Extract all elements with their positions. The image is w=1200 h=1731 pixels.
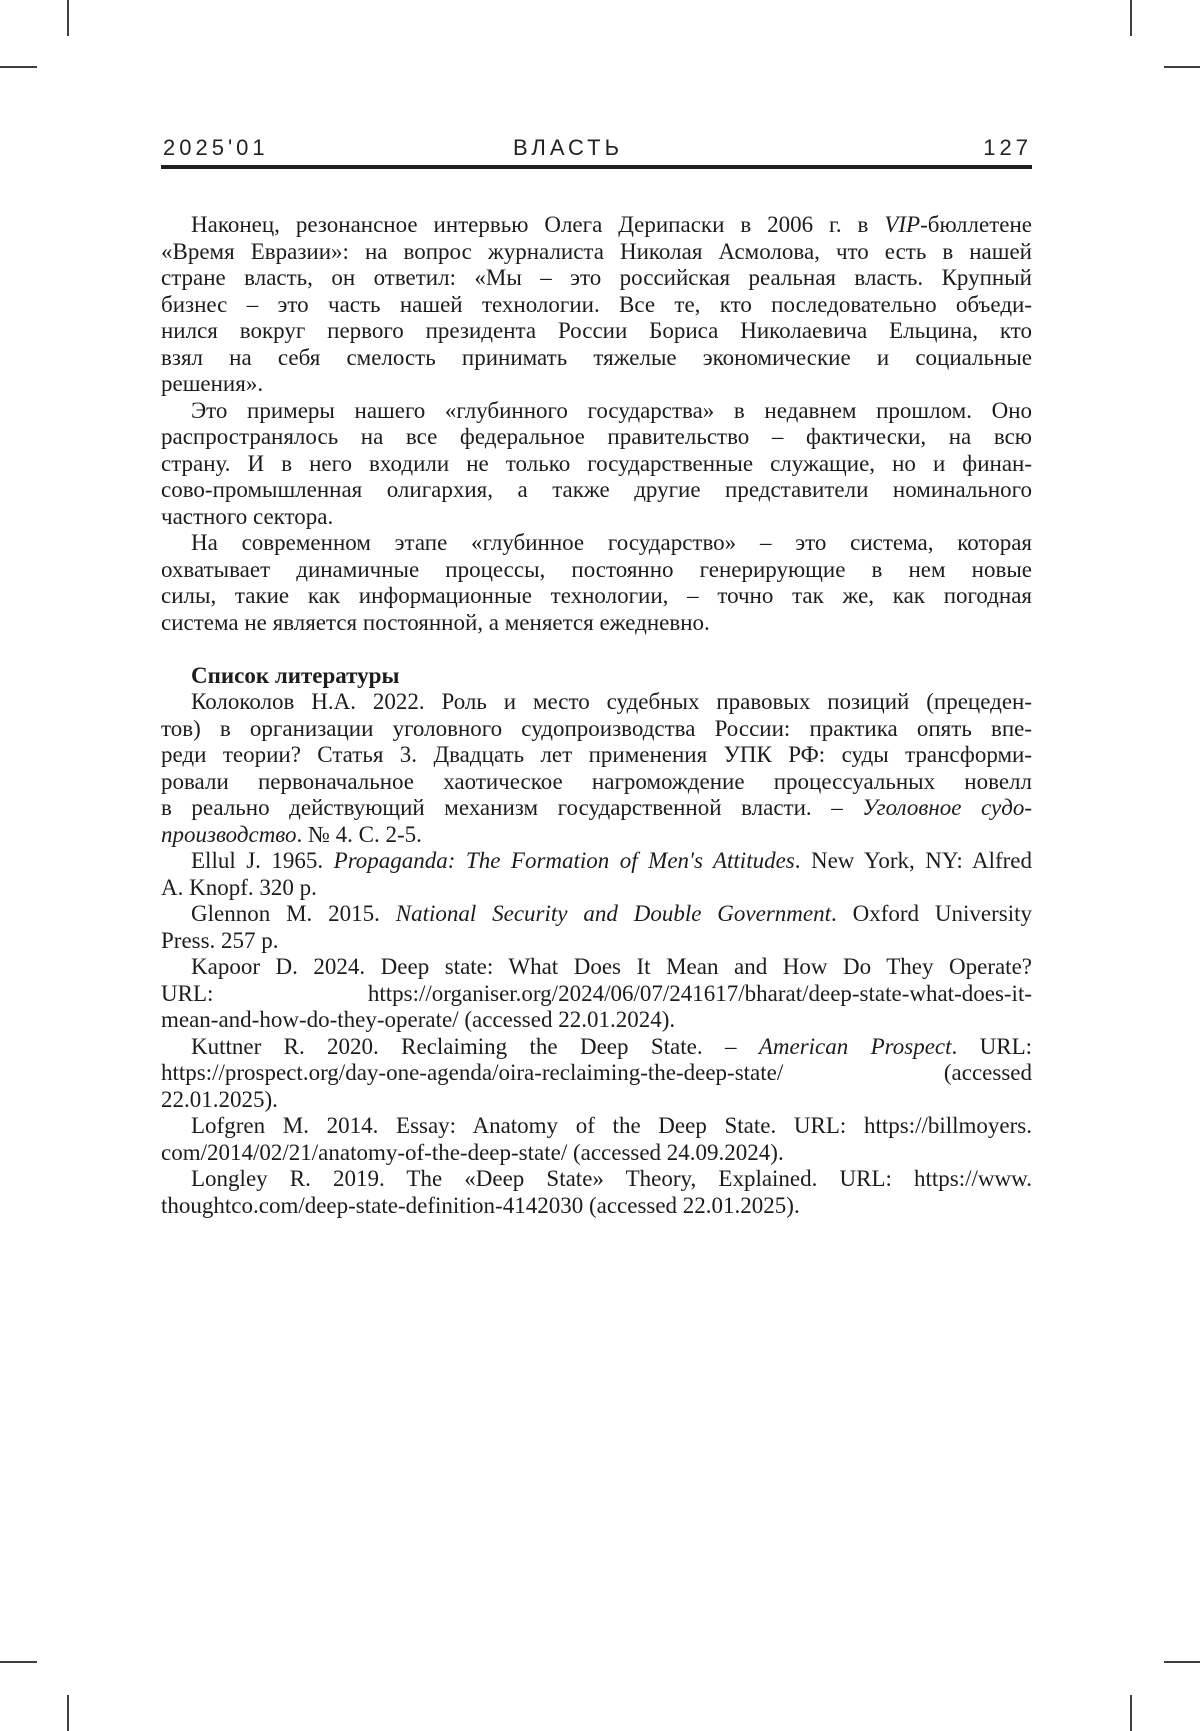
text-line: охватывает динамичные процессы, постоянно генерирующие в нем новые	[161, 556, 1032, 582]
text-line: ровали первоначальное хаотическое нагромождение процессуальных новелл	[161, 768, 1032, 794]
text-line: A. Knopf. 320 p.	[161, 874, 317, 900]
page-number: 127	[983, 135, 1032, 160]
reference-entry	[161, 1034, 1032, 1114]
reference-entry	[161, 1113, 1032, 1166]
crop-mark-bottom-left-vertical	[67, 1695, 69, 1731]
text-line: Колоколов Н.А. 2022. Роль и место судебных правовых позиций (прецеден-	[191, 689, 1032, 714]
header-rule	[161, 165, 1032, 169]
text-line: «Время Евразии»: на вопрос журналиста Николая Асмолова, что есть в нашей	[161, 238, 1032, 264]
paragraph-spacer	[161, 636, 1032, 663]
reference-entry	[161, 901, 1032, 954]
text-line: 22.01.2025).	[161, 1086, 278, 1112]
text-line: распространялось на все федеральное правительство – фактически, на всю	[161, 424, 1032, 449]
text-line: URL: https://organiser.org/2024/06/07/241617/bharat/deep-state-what-does-it-	[161, 980, 1032, 1006]
text-line: реди теории? Статья 3. Двадцать лет применения УПК РФ: суды трансформи-	[161, 742, 1032, 767]
text-line: На современном этапе «глубинное государство» – это система, которая	[191, 530, 1032, 555]
issue-number: 2025'01	[163, 135, 269, 160]
journal-title: ВЛАСТЬ	[512, 135, 624, 160]
text-block	[161, 212, 1032, 1219]
text-line: бизнес – это часть нашей технологии. Все те, кто последовательно объеди-	[161, 291, 1032, 317]
text-line: система не является постоянной, а меняется ежедневно.	[161, 609, 710, 635]
text-line: https://prospect.org/day-one-agenda/oira-reclaiming-the-deep-state/ (accessed	[161, 1060, 1032, 1085]
text-line: стране власть, он ответил: «Мы – это российская реальная власть. Крупный	[161, 265, 1032, 290]
text-line	[161, 636, 1032, 663]
reference-entry	[161, 848, 1032, 901]
crop-mark-bottom-right-vertical	[1130, 1695, 1132, 1731]
text-line: сово-промышленная олигархия, а также другие представители номинального	[161, 477, 1032, 502]
reference-entry	[161, 954, 1032, 1034]
text-line: Ellul J. 1965. Propaganda: The Formation of Men's Attitudes. New York, NY: Alfred	[191, 848, 1032, 873]
text-line: Kapoor D. 2024. Deep state: What Does It Mean and How Do They Operate?	[191, 954, 1032, 979]
text-line: решения».	[161, 371, 264, 396]
paragraph	[161, 398, 1032, 531]
crop-mark-top-right-vertical	[1130, 0, 1132, 36]
text-line: частного сектора.	[161, 503, 334, 529]
text-line: mean-and-how-do-they-operate/ (accessed 22.01.2024).	[161, 1007, 676, 1032]
running-head	[161, 136, 1032, 161]
paragraph	[161, 530, 1032, 636]
paragraph	[161, 212, 1032, 398]
text-line: com/2014/02/21/anatomy-of-the-deep-state/ (accessed 24.09.2024).	[161, 1139, 784, 1165]
text-line: страну. И в него входили не только государственные служащие, но и финан-	[161, 450, 1032, 476]
text-line: Glennon M. 2015. National Security and Double Government. Oxford University	[191, 901, 1033, 926]
text-line: Kuttner R. 2020. Reclaiming the Deep State. – American Prospect. URL:	[191, 1033, 1033, 1059]
text-line: нился вокруг первого президента России Бориса Николаевича Ельцина, кто	[161, 318, 1032, 343]
reference-entry	[161, 1166, 1032, 1219]
crop-mark-bottom-right-horizontal	[1164, 1661, 1200, 1663]
crop-mark-top-left-horizontal	[0, 66, 37, 68]
reference-entry	[161, 689, 1032, 848]
text-line: thoughtco.com/deep-state-definition-4142030 (accessed 22.01.2025).	[161, 1192, 800, 1218]
crop-mark-top-left-vertical	[67, 0, 69, 36]
text-line: в реально действующий механизм государственной власти. – Уголовное судо-	[161, 795, 1032, 820]
text-line: Список литературы	[191, 662, 400, 688]
text-line: Press. 257 p.	[161, 927, 279, 953]
text-line: Longley R. 2019. The «Deep State» Theory, Explained. URL: https://www.	[191, 1166, 1032, 1191]
text-line: Это примеры нашего «глубинного государства» в недавнем прошлом. Оно	[191, 397, 1032, 423]
text-line: взял на себя смелость принимать тяжелые экономические и социальные	[161, 344, 1032, 370]
text-line: Наконец, резонансное интервью Олега Дерипаски в 2006 г. в VIP-бюллетене	[191, 212, 1032, 237]
section-heading	[161, 663, 1032, 690]
text-line: Lofgren M. 2014. Essay: Anatomy of the Deep State. URL: https://billmoyers.	[191, 1113, 1032, 1138]
text-line: силы, такие как информационные технологии, – точно так же, как погодная	[161, 583, 1032, 608]
text-line: тов) в организации уголовного судопроизводства России: практика опять впе-	[161, 715, 1032, 741]
text-line: производство. № 4. С. 2-5.	[161, 821, 422, 847]
crop-mark-bottom-left-horizontal	[0, 1661, 37, 1663]
crop-mark-top-right-horizontal	[1164, 66, 1200, 68]
